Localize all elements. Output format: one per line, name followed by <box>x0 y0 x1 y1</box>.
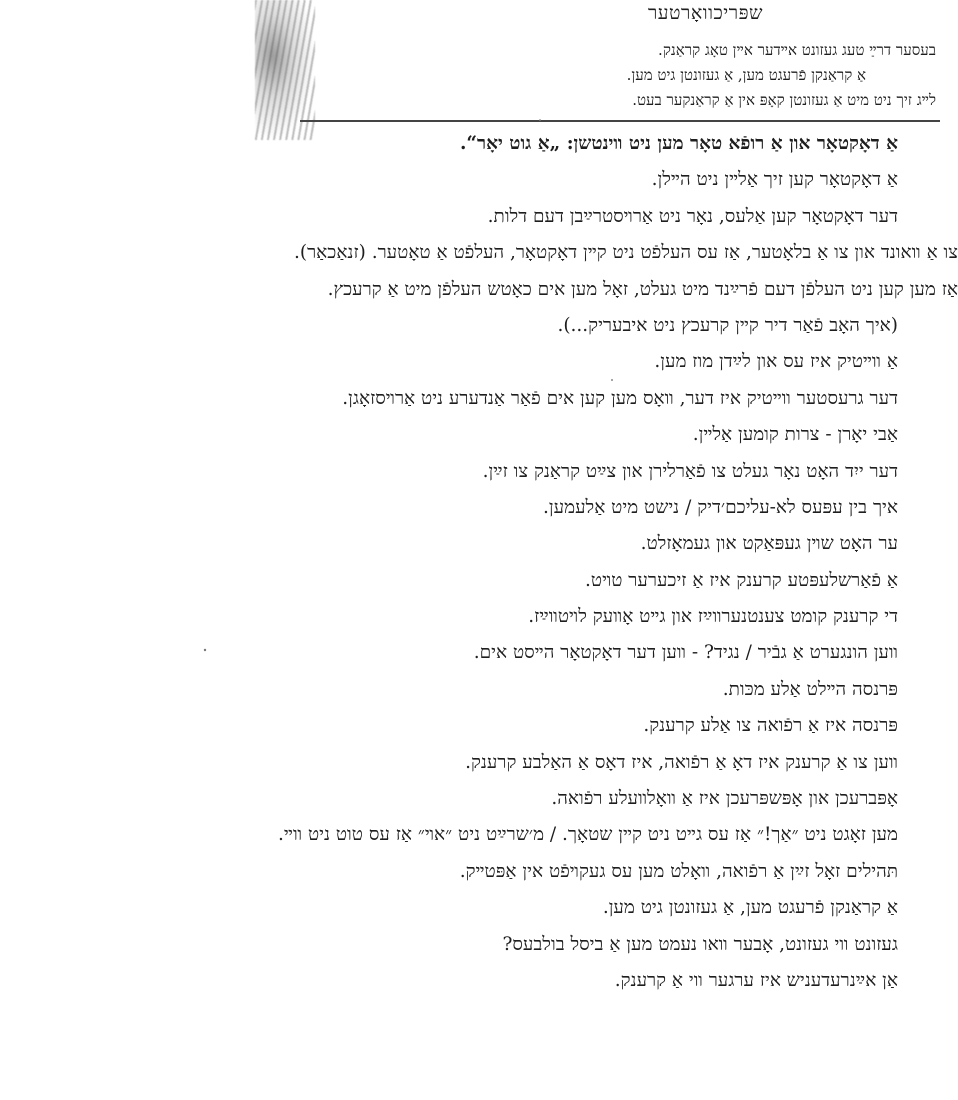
proverb-line: אַ װײטיק איז עס און לײַדן מוז מען. <box>654 351 898 373</box>
proverb-line: צו אַ װאונד און צו אַ בלאָטער, אַז עס העלפֿט ניט קײן דאָקטאָר, העלפֿט אַ טאָטער. (זנאַכאַר). <box>294 242 958 264</box>
proverb-line: תּהילים זאָל זײַן אַ רפֿואה, װאָלט מען עס געקױפֿט אין אַפּטײק. <box>459 860 898 882</box>
proverb-line: פּרנסה הײלט אַלע מכּות. <box>722 678 898 700</box>
proverb-line: אַ דאָקטאָר און אַ רופֿא טאָר מען ניט װינטשן: „אַ גוט יאָר“. <box>459 133 898 154</box>
proverb-line: אַ קראַנקן פֿרעגט מען, אַ געזונטן גיט מען. <box>602 897 898 919</box>
scan-speck <box>611 379 613 381</box>
proverb-line: ער האָט שױן געפּאַקט און געמאָזלט. <box>640 533 898 555</box>
proverb-line: װען צו אַ קרענק איז דאָ אַ רפֿואה, איז דאָס אַ האַלבע קרענק. <box>465 751 898 773</box>
scan-speck <box>204 649 206 651</box>
header-title: שפּריכוואָרטער <box>647 2 763 24</box>
proverb-line: אַז מען קען ניט העלפֿן דעם פֿרײַנד מיט געלט, זאָל מען אים כאָטש העלפֿן מיט אַ קרעכץ. <box>327 278 958 300</box>
proverb-line: פּרנסה איז אַ רפֿואה צו אַלע קרענק. <box>643 715 898 737</box>
proverb-line: אַ דאָקטאָר קען זיך אַלײן ניט הײלן. <box>651 169 898 191</box>
scan-speck <box>539 119 541 121</box>
proverb-line: אַ פֿאַרשלעפּטע קרענק איז אַ זיכערער טױט. <box>585 569 898 591</box>
proverb-line: געזונט װי געזונט, אָבער װאו נעמט מען אַ ביסל בולבעס? <box>502 933 898 955</box>
proverb-line: (איך האָב פֿאַר דיר קײן קרעכץ ניט איבעריק...). <box>557 314 898 336</box>
proverb-line: דער גרעסטער װײטיק איז דער, װאָס מען קען אים פֿאַר אַנדערע ניט אַרױסזאָגן. <box>342 387 898 409</box>
header-line: אַ קראַנקן פֿרעגט מען, אַ געזונטן גיט מען. <box>626 66 866 84</box>
proverb-line: דער ייִד האָט נאָר געלט צו פֿאַרלירן און צײַט קראַנק צו זײַן. <box>482 460 898 482</box>
proverb-line: אַבי יאָרן - צרות קומען אַלײן. <box>692 424 898 446</box>
proverb-line: די קרענק קומט צענטנערװײַז און גײט אָװעק לױטװײַז. <box>528 606 898 628</box>
header-line: לײג זיך ניט מיט אַ געזונטן קאָפּ אין אַ קראַנקער בעט. <box>632 91 936 109</box>
proverb-line: איך בין עפּעס לא-עליכם׳דיק / נישט מיט אַלעמען. <box>543 496 898 518</box>
proverb-line: װען הונגערט אַ גבֿיר / נגיד? - װען דער דאָקטאָר הײסט אים. <box>473 642 898 664</box>
proverb-line: אָפּברעכן און אָפּשפּרעכן איז אַ װאָלװעלע רפֿואה. <box>551 788 898 810</box>
proverb-line: אַן אײַנרעדעניש איז ערגער װי אַ קרענק. <box>614 969 898 991</box>
header-line: בעסער דרײַ טעג געזונט אײדער אײן טאָג קראַנק. <box>658 41 936 59</box>
proverb-line: מען זאָגט ניט ״אַך!״ אַז עס גײט ניט קײן שטאָך. / מ׳שרײַט ניט ״אױ״ אַז עס טוט ניט װײ. <box>278 824 898 846</box>
proverb-line: דער דאָקטאָר קען אַלעס, נאָר ניט אַרױסטרײַבן דעם דלות. <box>487 205 898 227</box>
